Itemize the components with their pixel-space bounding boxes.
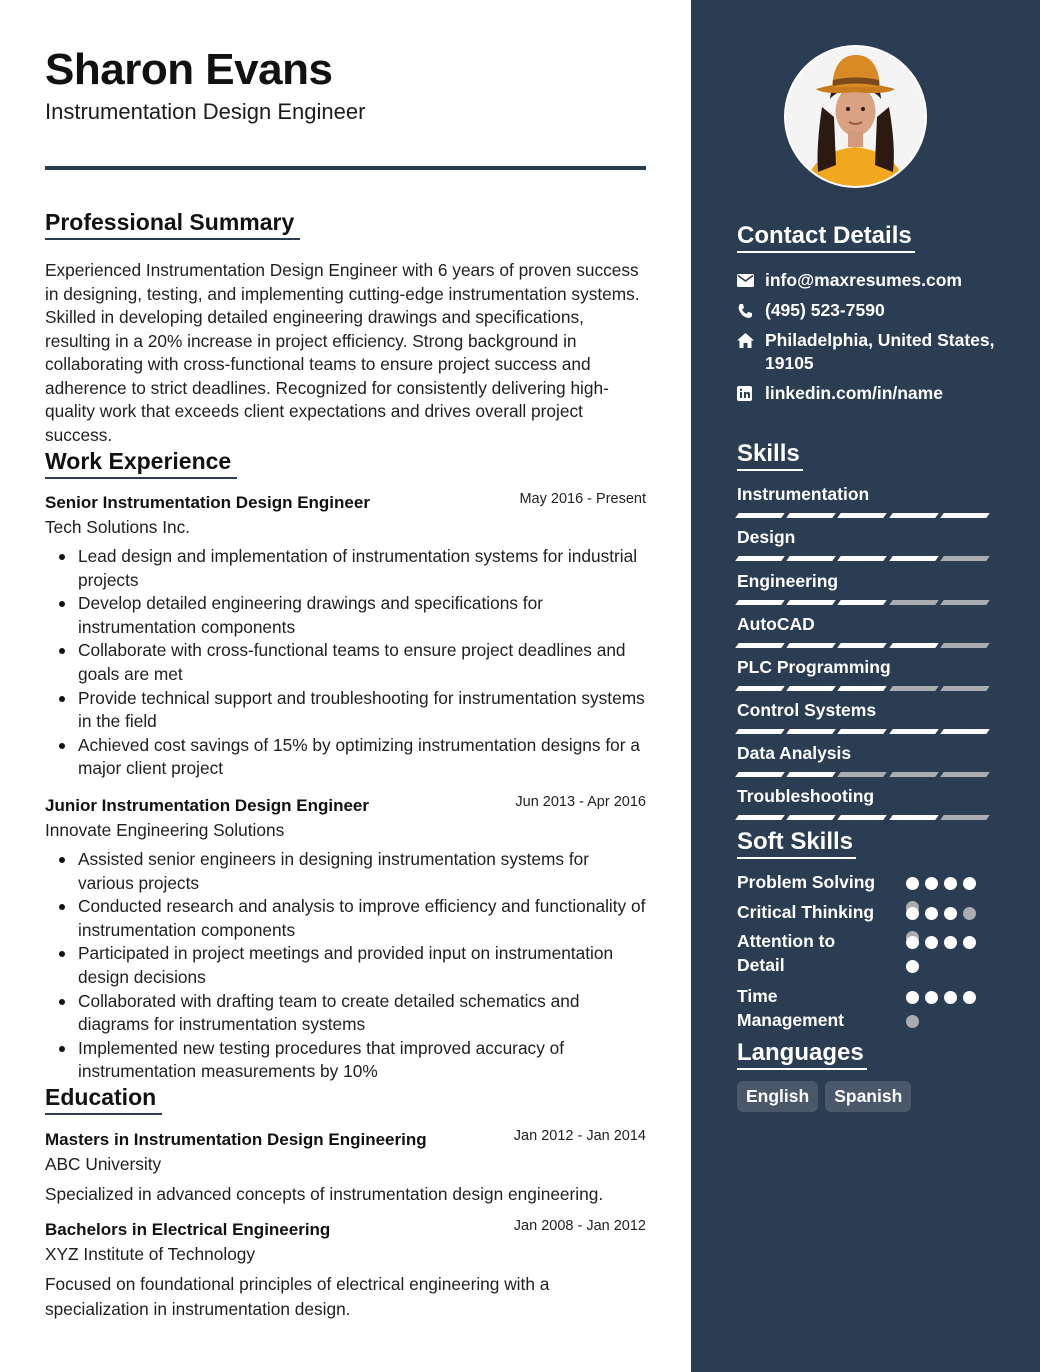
sidebar	[691, 0, 1040, 1372]
soft-skill-rating	[906, 936, 986, 984]
soft-skill-item	[737, 871, 993, 895]
skill-name: PLC Programming	[737, 657, 891, 677]
skill-bar-segment	[940, 556, 990, 561]
bullet-item: Lead design and implementation of instrumentation systems for industrial projects	[45, 545, 646, 592]
bullet-item: Achieved cost savings of 15% by optimizing instrumentation designs for a major client project	[45, 734, 646, 781]
skill-bar-segment	[838, 600, 888, 605]
skill-name: AutoCAD	[737, 614, 815, 634]
skill-name: Design	[737, 527, 796, 547]
bullet-item: Assisted senior engineers in designing instrumentation systems for various projects	[45, 848, 646, 895]
skill-bar-segment	[735, 600, 785, 605]
skill-level-bar	[737, 772, 993, 778]
candidate-title: Instrumentation Design Engineer	[45, 99, 366, 124]
skills-heading: Skills	[737, 440, 803, 471]
rating-dot	[963, 877, 976, 890]
contact-phone[interactable]	[737, 299, 1007, 322]
skill-name: Engineering	[737, 571, 839, 591]
rating-dot	[925, 877, 938, 890]
skill-level-bar	[737, 643, 993, 649]
soft-skill-item	[737, 930, 877, 977]
rating-dot	[944, 991, 957, 1004]
skill-bar-segment	[940, 686, 990, 691]
phone-icon	[737, 299, 765, 322]
skill-bar-segment	[786, 686, 836, 691]
bullet-item: Implemented new testing procedures that improved accuracy of instrumentation measurements by 10%	[45, 1037, 646, 1084]
skill-name: Data Analysis	[737, 743, 852, 763]
job-company: Innovate Engineering Solutions	[45, 820, 285, 840]
skill-bar-segment	[838, 686, 888, 691]
skill-bar-segment	[735, 556, 785, 561]
skill-bar-segment	[838, 513, 888, 518]
contact-location	[737, 329, 1007, 375]
skill-bar-segment	[838, 556, 888, 561]
rating-dot	[944, 907, 957, 920]
skill-item	[737, 483, 993, 519]
job-bullets	[45, 848, 646, 1084]
skill-item	[737, 526, 993, 562]
envelope-icon	[737, 269, 765, 292]
skill-bar-segment	[838, 772, 888, 777]
soft-skill-name: Problem Solving	[737, 872, 876, 892]
skill-item	[737, 742, 993, 778]
job-entry	[45, 491, 646, 781]
skill-bar-segment	[838, 643, 888, 648]
job-company: Tech Solutions Inc.	[45, 517, 191, 537]
skill-bar-segment	[786, 772, 836, 777]
rating-dot	[925, 991, 938, 1004]
bullet-item: Conducted research and analysis to improve efficiency and functionality of instrumentation components	[45, 895, 646, 942]
education-dates: Jan 2012 - Jan 2014	[513, 1128, 646, 1144]
location-text: Philadelphia, United States, 19105	[765, 330, 995, 373]
job-dates: May 2016 - Present	[519, 491, 646, 507]
rating-dot	[944, 877, 957, 890]
bullet-item: Provide technical support and troubleshooting for instrumentation systems in the field	[45, 687, 646, 734]
skill-bar-segment	[786, 643, 836, 648]
education-entry	[45, 1128, 646, 1207]
rating-dot	[925, 907, 938, 920]
skill-bar-segment	[889, 686, 939, 691]
skill-bar-segment	[786, 513, 836, 518]
skill-item	[737, 613, 993, 649]
rating-dot	[963, 936, 976, 949]
skill-bar-segment	[889, 556, 939, 561]
skill-level-bar	[737, 686, 993, 692]
rating-dot	[963, 991, 976, 1004]
skill-bar-segment	[940, 600, 990, 605]
soft-skill-name: Time Management	[737, 986, 844, 1030]
education-description: Specialized in advanced concepts of instrumentation design engineering.	[45, 1184, 604, 1204]
skill-bar-segment	[889, 600, 939, 605]
soft-skills-heading: Soft Skills	[737, 828, 856, 859]
email-text: info@maxresumes.com	[765, 270, 962, 290]
education-description: Focused on foundational principles of electrical engineering with a specialization in instrumentation design.	[45, 1274, 550, 1319]
soft-skill-name: Critical Thinking	[737, 902, 875, 922]
soft-skill-name: Attention to Detail	[737, 931, 836, 975]
skill-bar-segment	[889, 772, 939, 777]
skill-bar-segment	[735, 513, 785, 518]
degree-name: Bachelors in Electrical Engineering	[45, 1220, 331, 1239]
rating-dot	[906, 991, 919, 1004]
skill-level-bar	[737, 600, 993, 606]
skill-item	[737, 570, 993, 606]
job-role: Junior Instrumentation Design Engineer	[45, 796, 369, 815]
skill-bar-segment	[940, 513, 990, 518]
linkedin-icon	[737, 382, 765, 405]
contact-email[interactable]	[737, 269, 1007, 292]
skill-bar-segment	[889, 729, 939, 734]
skill-item	[737, 656, 993, 692]
skill-item	[737, 785, 993, 821]
job-role: Senior Instrumentation Design Engineer	[45, 493, 370, 512]
header-divider	[45, 166, 646, 170]
skill-bar-segment	[735, 686, 785, 691]
education-entry	[45, 1218, 646, 1321]
skill-level-bar	[737, 729, 993, 735]
skill-bar-segment	[889, 643, 939, 648]
profile-photo	[784, 45, 927, 188]
candidate-name: Sharon Evans	[45, 45, 333, 94]
skill-name: Troubleshooting	[737, 786, 875, 806]
language-list	[737, 1081, 918, 1112]
skill-bar-segment	[786, 556, 836, 561]
skill-level-bar	[737, 513, 993, 519]
degree-name: Masters in Instrumentation Design Engineering	[45, 1130, 427, 1149]
skill-name: Control Systems	[737, 700, 877, 720]
linkedin-text: linkedin.com/in/name	[765, 383, 943, 403]
soft-skill-item	[737, 901, 993, 925]
bullet-item: Participated in project meetings and provided input on instrumentation design decisions	[45, 942, 646, 989]
rating-dot	[906, 936, 919, 949]
skill-bar-segment	[889, 815, 939, 820]
skill-bar-segment	[940, 643, 990, 648]
skill-bar-segment	[940, 729, 990, 734]
skill-bar-segment	[735, 815, 785, 820]
school-name: XYZ Institute of Technology	[45, 1244, 256, 1264]
job-bullets	[45, 545, 646, 781]
rating-dot	[925, 936, 938, 949]
language-chip: Spanish	[825, 1081, 911, 1112]
summary-heading: Professional Summary	[45, 208, 300, 240]
skill-bar-segment	[838, 815, 888, 820]
soft-skill-rating	[906, 991, 986, 1039]
school-name: ABC University	[45, 1154, 162, 1174]
bullet-item: Collaborate with cross-functional teams to ensure project deadlines and goals are met	[45, 639, 646, 686]
skill-bar-segment	[786, 815, 836, 820]
summary-text: Experienced Instrumentation Design Engineer with 6 years of proven success in designing, testing, and implementing cutting-edge instrumentation systems. Skilled in developing detailed engineering drawings and specifications, resulting in a 20% increase in project efficiency. Strong background in collaborating with cross-functional teams to ensure project success and adherence to strict deadlines. Recognized for consistently delivering high-quality work that exceeds client expectations and drives overall project success.	[45, 260, 640, 445]
home-icon	[737, 329, 765, 352]
skill-name: Instrumentation	[737, 484, 870, 504]
soft-skill-item	[737, 985, 877, 1032]
skill-bar-segment	[838, 729, 888, 734]
contact-linkedin[interactable]	[737, 382, 1007, 405]
rating-dot	[906, 1015, 919, 1028]
job-entry	[45, 794, 646, 1084]
rating-dot	[906, 877, 919, 890]
skill-bar-segment	[735, 729, 785, 734]
rating-dot	[963, 907, 976, 920]
rating-dot	[906, 907, 919, 920]
skill-bar-segment	[940, 772, 990, 777]
languages-heading: Languages	[737, 1039, 867, 1070]
skill-item	[737, 699, 993, 735]
skill-level-bar	[737, 815, 993, 821]
rating-dot	[906, 960, 919, 973]
education-dates: Jan 2008 - Jan 2012	[513, 1218, 646, 1234]
skill-bar-segment	[735, 772, 785, 777]
phone-text: (495) 523-7590	[765, 300, 885, 320]
skill-bar-segment	[735, 643, 785, 648]
education-heading: Education	[45, 1083, 162, 1115]
skill-bar-segment	[940, 815, 990, 820]
skill-bar-segment	[786, 729, 836, 734]
rating-dot	[944, 936, 957, 949]
skill-bar-segment	[786, 600, 836, 605]
skill-level-bar	[737, 556, 993, 562]
avatar-illustration	[786, 47, 925, 186]
job-dates: Jun 2013 - Apr 2016	[515, 794, 646, 810]
bullet-item: Develop detailed engineering drawings and specifications for instrumentation components	[45, 592, 646, 639]
bullet-item: Collaborated with drafting team to create detailed schematics and diagrams for instrumentation systems	[45, 990, 646, 1037]
contact-heading: Contact Details	[737, 222, 915, 253]
language-chip: English	[737, 1081, 818, 1112]
skill-bar-segment	[889, 513, 939, 518]
work-heading: Work Experience	[45, 447, 237, 479]
